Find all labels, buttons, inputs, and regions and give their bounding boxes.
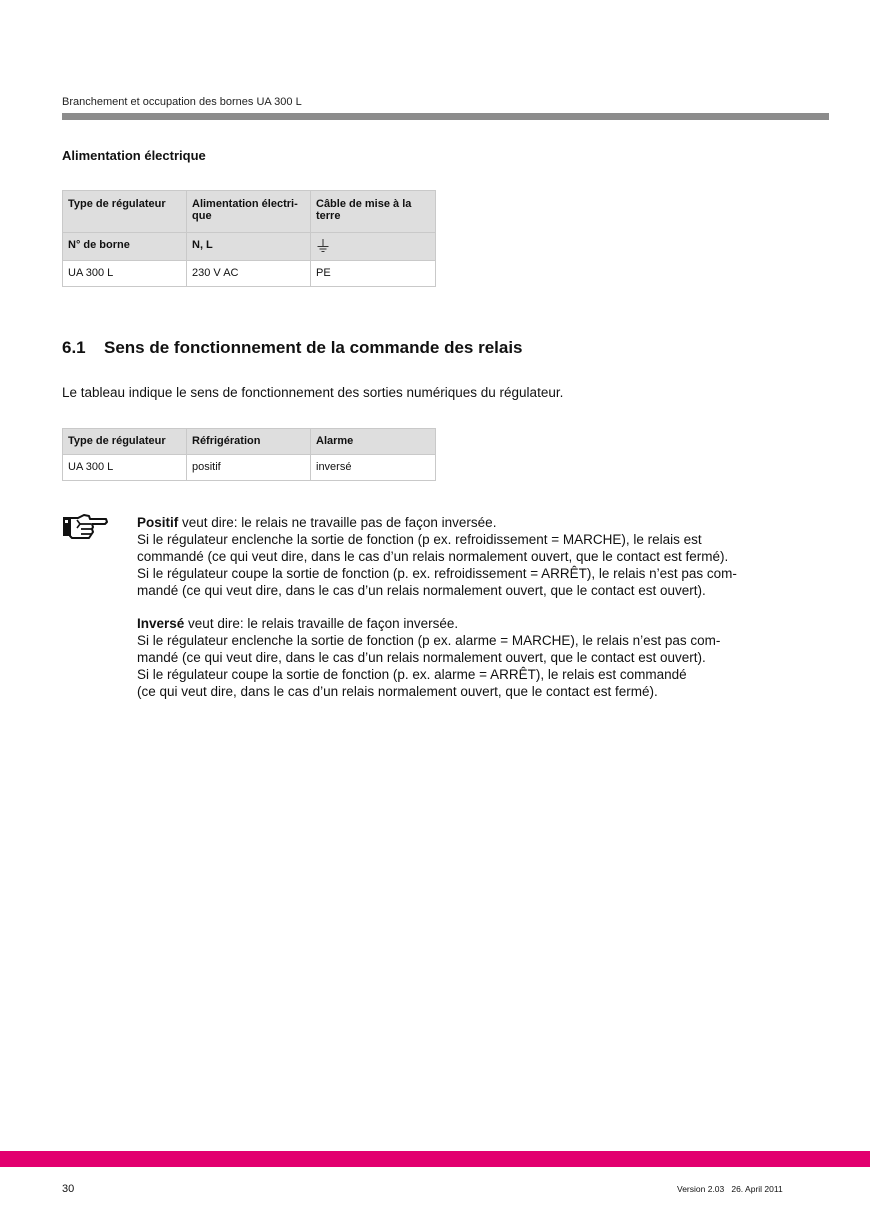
- cell-text: Câble de mise à la terre: [316, 198, 412, 222]
- footer-accent-bar: [0, 1151, 870, 1167]
- table-cell: [63, 455, 187, 481]
- note-line: Si le régulateur enclenche la sortie de fonction (p ex. refroidissement = MARCHE), le relais est: [137, 532, 702, 547]
- cell-text: 230 V AC: [192, 267, 239, 279]
- table-cell: [187, 233, 311, 261]
- version-info: Version 2.03 26. April 2011: [677, 1184, 783, 1194]
- table-cell: [63, 261, 187, 287]
- note-line: Si le régulateur enclenche la sortie de fonction (p ex. alarme = MARCHE), le relais n’est pas com-: [137, 633, 721, 648]
- table-cell: [187, 261, 311, 287]
- table-cell: [63, 233, 187, 261]
- table-cell: [63, 429, 187, 455]
- relay-note: [137, 514, 797, 716]
- note-text: veut dire: le relais ne travaille pas de façon inversée.: [178, 515, 497, 530]
- note-line: Si le régulateur coupe la sortie de fonction (p. ex. alarme = ARRÊT), le relais est commandé: [137, 667, 687, 682]
- section-title: Sens de fonctionnement de la commande des relais: [104, 338, 523, 357]
- note-text: veut dire: le relais travaille de façon inversée.: [184, 616, 459, 631]
- table-row: [63, 233, 436, 261]
- cell-text: UA 300 L: [68, 267, 114, 279]
- cell-text: N, L: [192, 239, 213, 251]
- note-line: mandé (ce qui veut dire, dans le cas d’un relais normalement ouvert, que le contact est ouvert).: [137, 650, 706, 665]
- table-header-row: [63, 191, 436, 233]
- table-header-row: [63, 429, 436, 455]
- table-cell: [311, 233, 436, 261]
- power-table: [62, 190, 436, 287]
- relay-direction-table: [62, 428, 436, 481]
- table-cell: [311, 455, 436, 481]
- inverse-term: Inversé: [137, 616, 185, 631]
- cell-text: Alimentation électri- que: [192, 198, 298, 222]
- section-heading: [62, 338, 523, 358]
- cell-text: UA 300 L: [68, 461, 114, 473]
- section-number: 6.1: [62, 338, 86, 357]
- table-cell: [63, 191, 187, 233]
- cell-text: Type de régulateur: [68, 198, 166, 210]
- page-number: 30: [62, 1183, 75, 1195]
- cell-text: positif: [192, 461, 221, 473]
- cell-text: inversé: [316, 461, 352, 473]
- note-line: Si le régulateur coupe la sortie de fonction (p. ex. refroidissement = ARRÊT), le relais n’est pas com-: [137, 566, 737, 581]
- cell-text: N° de borne: [68, 239, 130, 251]
- cell-text: Réfrigération: [192, 435, 261, 447]
- table-cell: [311, 261, 436, 287]
- positive-term: Positif: [137, 515, 179, 530]
- table-cell: [311, 429, 436, 455]
- note-line: commandé (ce qui veut dire, dans le cas d’un relais normalement ouvert, que le contact est fermé).: [137, 549, 729, 564]
- note-line: (ce qui veut dire, dans le cas d’un relais normalement ouvert, que le contact est fermé).: [137, 684, 658, 699]
- inverse-paragraph: [137, 615, 797, 700]
- table-row: [63, 261, 436, 287]
- intro-paragraph: Le tableau indique le sens de fonctionnement des sorties numériques du régulateur.: [62, 385, 564, 400]
- note-line: [137, 615, 797, 632]
- header-rule: [62, 113, 829, 120]
- cell-text: PE: [316, 267, 331, 279]
- positive-paragraph: [137, 514, 797, 599]
- table-cell: [187, 429, 311, 455]
- cell-text: Alarme: [316, 435, 354, 447]
- table-row: [63, 455, 436, 481]
- pointing-hand-icon: [62, 514, 108, 540]
- ground-symbol-icon: [316, 239, 330, 253]
- note-line: [137, 514, 797, 531]
- power-heading: Alimentation électrique: [62, 148, 206, 163]
- table-cell: [187, 191, 311, 233]
- table-cell: [187, 455, 311, 481]
- table-cell: [311, 191, 436, 233]
- note-line: mandé (ce qui veut dire, dans le cas d’un relais normalement ouvert, que le contact est ouvert).: [137, 583, 706, 598]
- running-header: Branchement et occupation des bornes UA 300 L: [62, 96, 302, 108]
- cell-text: Type de régulateur: [68, 435, 166, 447]
